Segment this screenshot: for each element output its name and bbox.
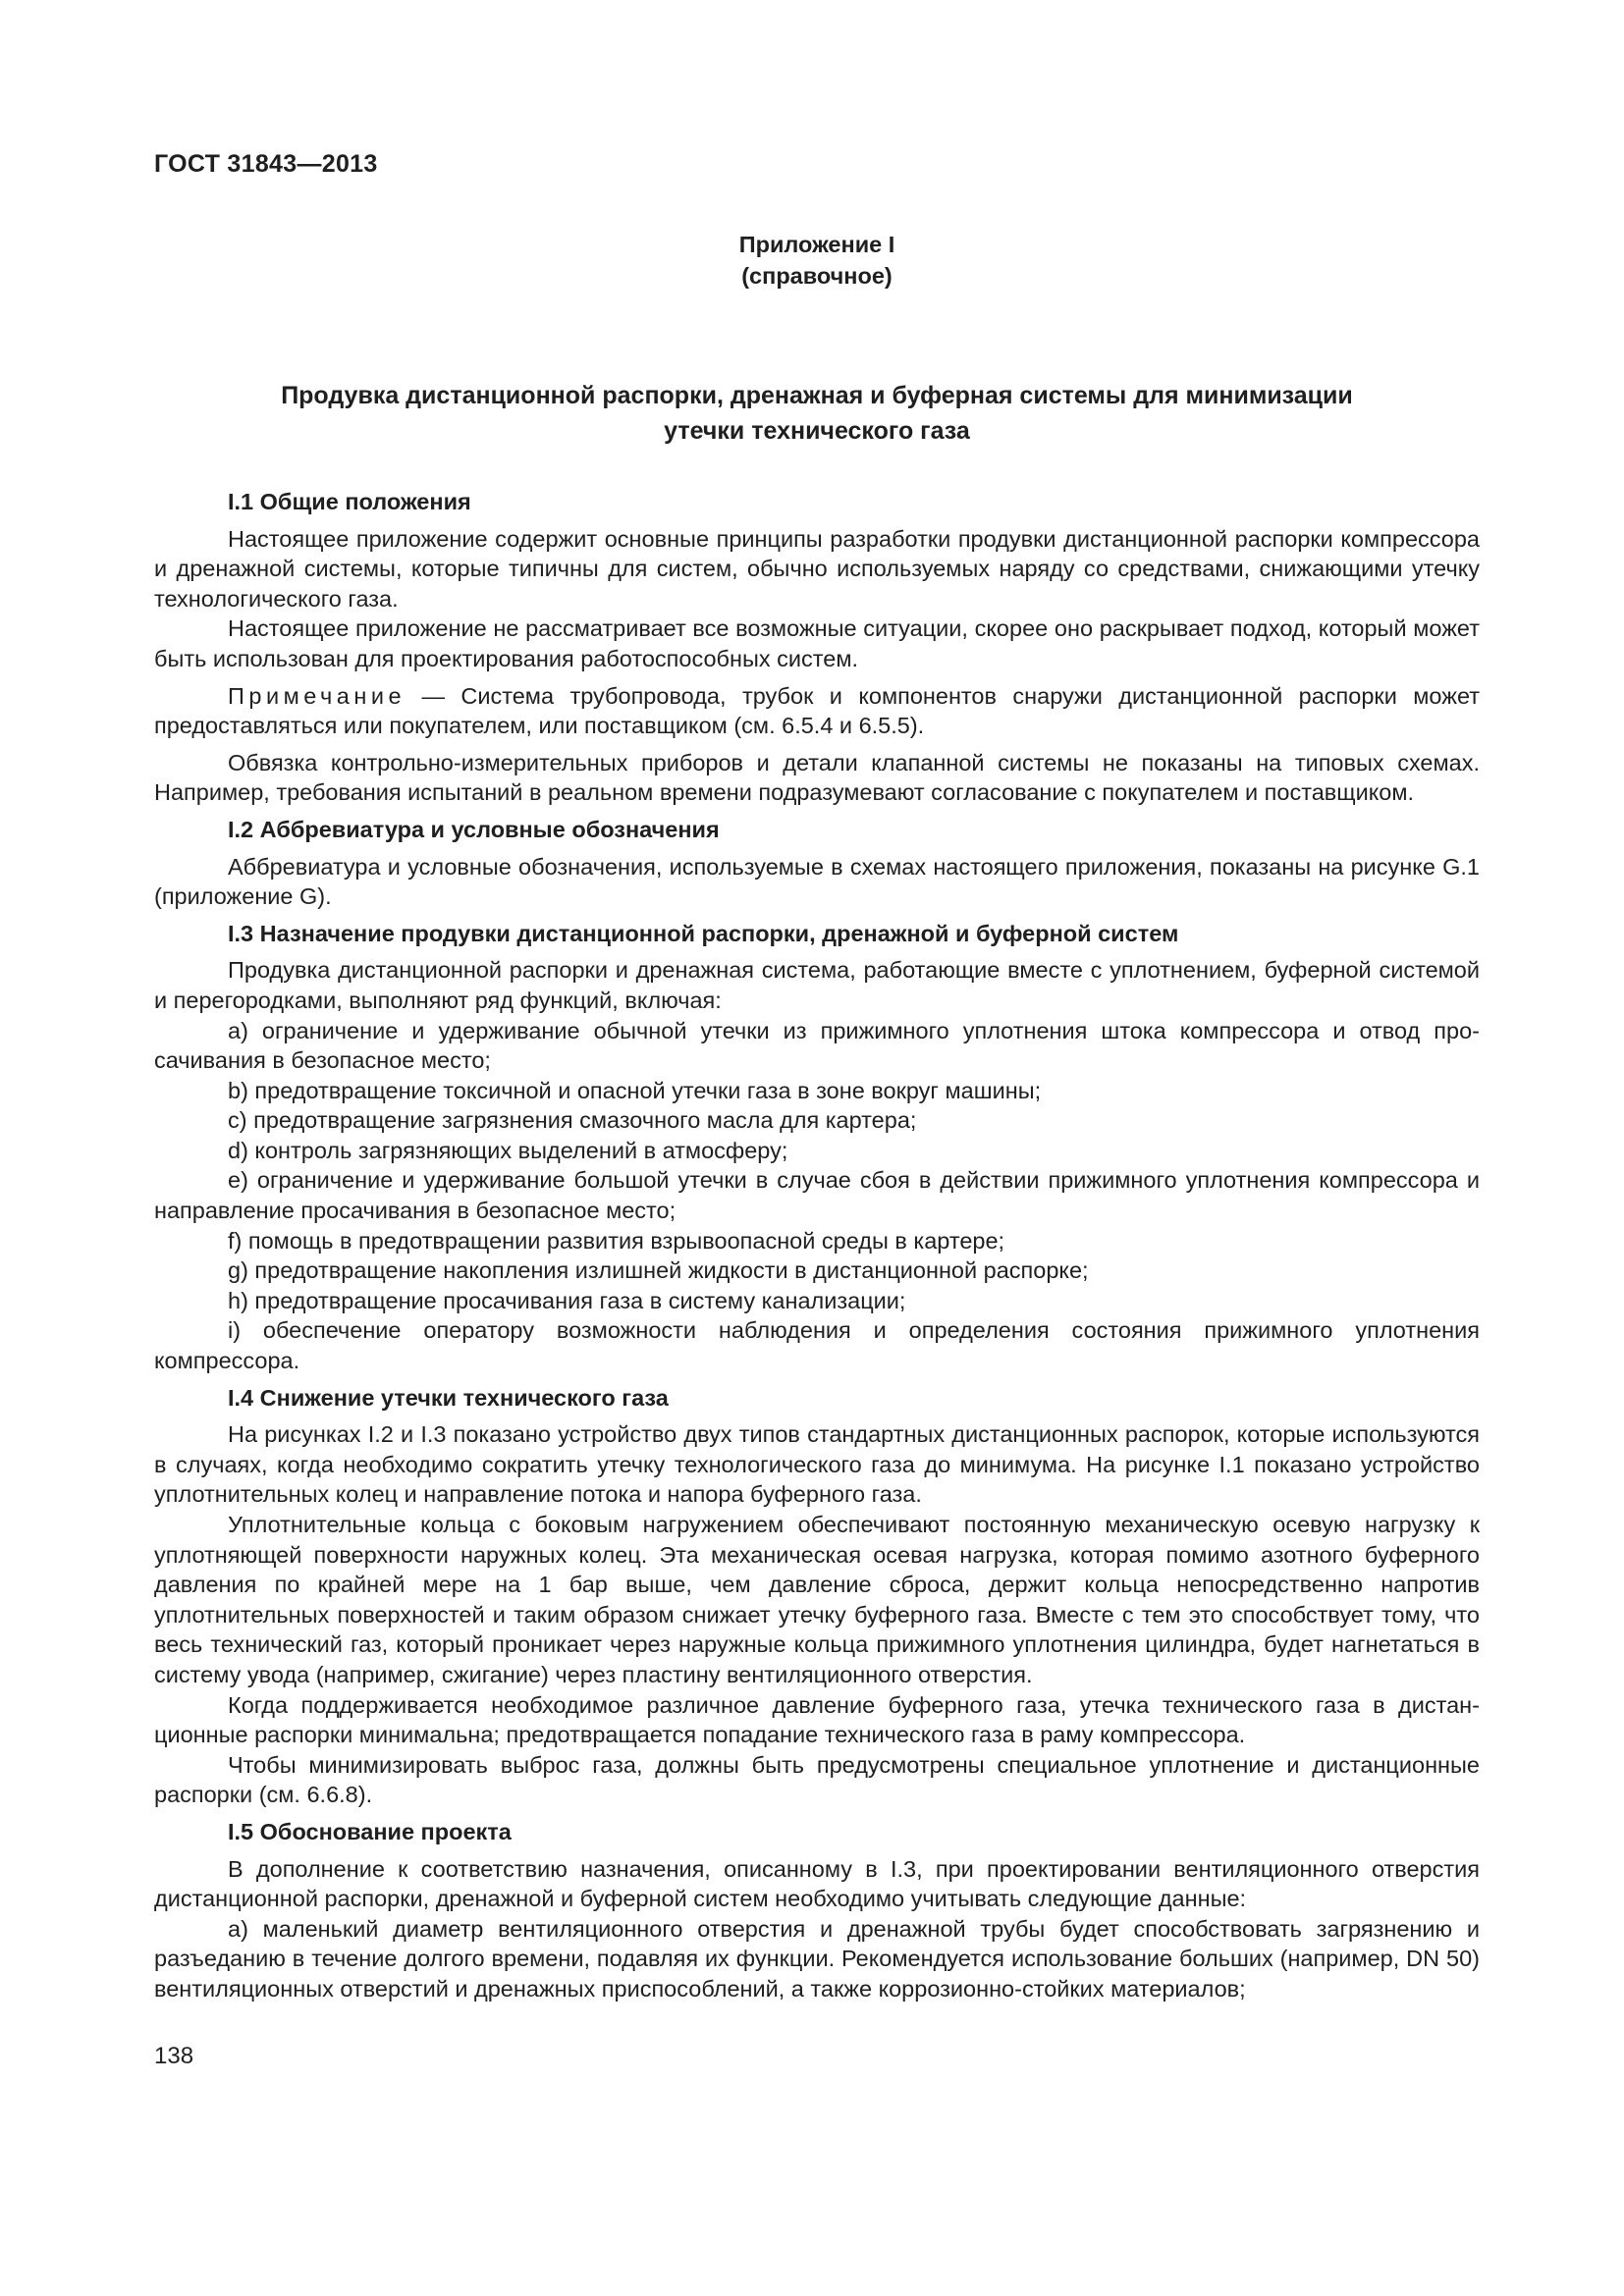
paragraph: Аббревиатура и условные обозначения, используемые в схемах настоящего приложения, показаны на рисунке G.1 (приложение G).: [154, 853, 1480, 910]
list-item: c) предотвращение загрязнения смазочного масла для картера;: [228, 1107, 917, 1134]
list-item: d) контроль загрязняющих выделений в атмосферу;: [228, 1137, 788, 1163]
paragraph: Настоящее приложение содержит основные принципы разработки продувки дистанционной распорки компрессора и дренажной системы, которые типичны для систем, обычно используемых наряду со средствами, снижающими утечку технологического газа.: [154, 525, 1480, 612]
list-item: а) маленький диаметр вентиляционного отверстия и дренажной трубы будет способствовать загрязнению и разъеданию в течение долгого времени, подавляя их функции. Рекомендуется использование больших (например, DN 50) вентиляционных отверстий и дренажных приспособлений, а также коррозионно-стойких материалов;: [154, 1915, 1480, 2002]
section-heading-i5: I.5 Обоснование проекта: [228, 1818, 512, 1844]
note-text: — Система трубопровода, трубок и компонентов снаружи дистанционной распорки может предоставляться или покупателем, или поставщиком (см. 6.5.4 и 6.5.5).: [154, 682, 1480, 739]
note-paragraph: [154, 681, 1480, 741]
list-item: а) ограничение и удерживание обычной утечки из прижимного уплотнения штока компрессора и отвод просачивания в безопасное место;: [154, 1017, 1480, 1074]
note-label: Примечание: [228, 682, 406, 709]
section-heading-i4: I.4 Снижение утечки технического газа: [228, 1384, 669, 1411]
main-title-line-2: утечки технического газа: [664, 417, 970, 445]
main-title: [154, 378, 1480, 449]
list-item: h) предотвращение просачивания газа в систему канализации;: [228, 1287, 906, 1313]
list-item: g) предотвращение накопления излишней жидкости в дистанционной распорке;: [228, 1257, 1089, 1284]
list-item: i) обеспечение оператору возможности наблюдения и определения состояния прижимного уплотнения компрессора.: [154, 1317, 1480, 1374]
main-title-line-1: Продувка дистанционной распорки, дренажная и буферная системы для минимизации: [281, 382, 1353, 409]
appendix-title: Приложение I: [738, 232, 895, 257]
section-heading-i2: I.2 Аббревиатура и условные обозначения: [228, 816, 720, 842]
document-body: [154, 487, 1480, 2004]
section-heading-i1: I.1 Общие положения: [228, 489, 471, 514]
paragraph: На рисунках I.2 и I.3 показано устройство двух типов стандартных дистанционных распорок, которые используются в случаях, когда необходимо сократить утечку технологического газа до минимума. На рисунке I.1 показано устройство уплотнительных колец и направление потока и напора буферного газа.: [154, 1421, 1480, 1508]
paragraph: Продувка дистанционной распорки и дренажная система, работающие вместе с уплотнением, буферной системой и перегородками, выполняют ряд функций, включая:: [154, 957, 1480, 1013]
paragraph: Настоящее приложение не рассматривает все возможные ситуации, скорее оно раскрывает подход, который может быть использован для проектирования работоспособных систем.: [154, 615, 1480, 671]
paragraph: В дополнение к соответствию назначения, описанному в I.3, при проектировании вентиляционного отверстия дистанционной распорки, дренажной и буферной систем необходимо учитывать следующие данные:: [154, 1855, 1480, 1912]
list-item: b) предотвращение токсичной и опасной утечки газа в зоне вокруг машины;: [228, 1077, 1042, 1103]
paragraph: Чтобы минимизировать выброс газа, должны быть предусмотрены специальное уплотнение и дистанционные распорки (см. 6.6.8).: [154, 1751, 1480, 1808]
list-item: e) ограничение и удерживание большой утечки в случае сбоя в действии прижимного уплотнения компрессора и направление просачивания в безопасное место;: [154, 1167, 1480, 1224]
document-code: ГОСТ 31843—2013: [154, 150, 378, 178]
paragraph: Обвязка контрольно-измерительных приборов и детали клапанной системы не показаны на типовых схемах. Например, требования испытаний в реальном времени подразумевают согласование с покупателем и поставщиком.: [154, 749, 1480, 806]
paragraph: Когда поддерживается необходимое различное давление буферного газа, утечка технического газа в дистанционные распорки минимальна; предотвращается попадание технического газа в раму компрессора.: [154, 1691, 1480, 1748]
section-heading-i3: I.3 Назначение продувки дистанционной распорки, дренажной и буферной систем: [228, 920, 1179, 946]
appendix-heading: [154, 229, 1480, 292]
page-number: 138: [154, 2043, 194, 2069]
appendix-subtitle: (справочное): [741, 263, 893, 289]
list-item: f) помощь в предотвращении развития взрывоопасной среды в картере;: [228, 1227, 1005, 1254]
paragraph: Уплотнительные кольца с боковым нагружением обеспечивают постоянную механическую осевую нагрузку к уплотняющей поверхности наружных колец. Эта механическая осевая нагрузка, которая помимо азотного буферного давления по крайней мере на 1 бар выше, чем давление сброса, держит кольца непосредственно напротив уплотнительных поверхностей и таким образом снижает утечку буферного газа. Вместе с тем это способствует тому, что весь технический газ, который проникает через наружные кольца прижимного уплотнения цилиндра, будет нагнетаться в систему увода (например, сжигание) через пластину вентиляционного отверстия.: [154, 1512, 1480, 1687]
